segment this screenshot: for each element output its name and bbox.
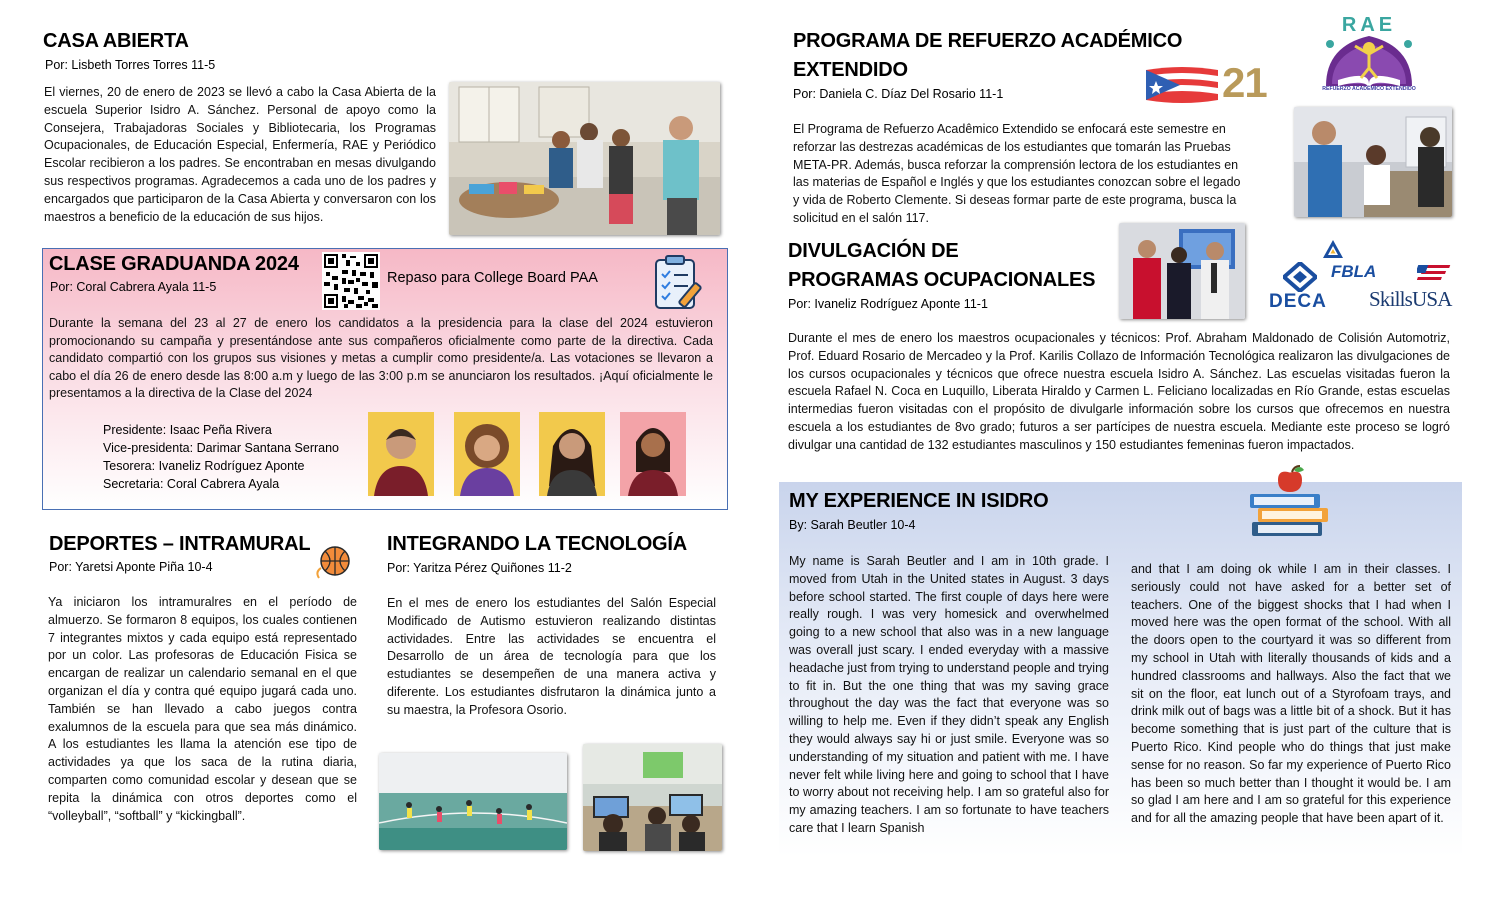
- computer-lab-photo: [583, 744, 722, 851]
- deportes-byline: Por: Yaretsi Aponte Piña 10-4: [49, 560, 213, 574]
- experience-byline: By: Sarah Beutler 10-4: [789, 518, 916, 532]
- casa-body: El viernes, 20 de enero de 2023 se llevó a cabo la Casa Abierta de la escuela Superior Isidro A. Sánchez. Personal de apoyo como la Consejera, Trabajadoras Sociales y Bibliotecaria, los Programas Ocupacionales, de Educación Especial, Enfermería, RAE y Periódico Escolar recibieron a los padres. Se encontraban en mesas divulgando sus respectivos programas. Agradecemos a cada uno de los padres y encargados que participaron de la Casa Abierta y conversaron con los maestros a beneficio de la educación de sus hijos.: [44, 85, 436, 224]
- qr-caption: Repaso para College Board PAA: [387, 270, 598, 286]
- clase-body: Durante la semana del 23 al 27 de enero los candidatos a la presidencia para la clase del 2024 estuvieron promocionando su campaña y presentándose ante sus compañeros oficialmente como parte de la directiva. Cada candidato compartió con los grupos sus visiones y metas a cumplir como presidente/a. Las votaciones se llevaron a cabo el día 26 de enero desde las 8:00 a.m y luego de las 3:00 p.m se anunciaron los resultados. ¡Aquí oficialmente le presentamos a la directiva de la Clase del 2024: [49, 316, 713, 400]
- divulgacion-body: Durante el mes de enero los maestros ocupacionales y técnicos: Prof. Abraham Maldonado de Colisión Automotriz, Prof. Eduard Rosario de Mercadeo y la Prof. Karilis Collazo de Información Tecnológica realizaron las divulgaciones de los cursos ocupacionales y técnicos que ofrece nuestra escuela Isidro A. Sánchez. Las escuelas visitadas fueron la escuela Rafael N. Coca en Luquillo, Liberata Hiraldo y Carmen L. Feliciano localizadas en Río Grande, estas escuelas intermedias fueron visitadas con el propósito de divulgarle información sobre los cursos que ofrecemos en nuestra escuela a los estudiantes de 8vo grado; futuros a ser partícipes de nuestra escuela. Mediante este proceso se logró divulgar una cantidad de 132 estudiantes masculinos y 150 estudiantes femeninas fueron impactados.: [788, 331, 1450, 452]
- skillsusa-logo: SkillsUSA: [1369, 287, 1452, 311]
- clase-byline: Por: Coral Cabrera Ayala 11-5: [50, 280, 217, 294]
- clase-title: CLASE GRADUANDA 2024: [49, 253, 299, 275]
- programa-title-line2: EXTENDIDO: [793, 59, 908, 81]
- programa-body: El Programa de Refuerzo Acadêmico Extendido se enfocará este semestre en reforzar las destrezas académicas de los estudiantes que tomarán las Pruebas META-PR. Además, busca reforzar la comprensión lectora de los estudiantes en las materias de Español e Inglés y que los estudiantes conozcan sobre el legado y vida de Roberto Clemente. Si deseas formar parte de este programa, busca la solicitud en el salón 117.: [793, 122, 1241, 225]
- tecnologia-byline: Por: Yaritza Pérez Quiñones 11-2: [387, 561, 572, 575]
- programa-photo: [1294, 107, 1452, 217]
- portrait-secretary: [620, 412, 686, 496]
- experience-column-2: and that I am doing ok while I am in their classes. I seriously could not have asked for a better set of teachers. One of the biggest shocks that I had when I moved here was the open format of the school. With all the doors open to the courtyard it was so different from my school in Utah with literally thousands of kids and a hundred classrooms and hallways. Also the fact that we sit on the floor, eat lunch out of a Styrofoam trays, and drink milk out of bags was a little bit of a shock. But it has become something that is just part of the culture that is Puerto Rico. Kind people who do things that just make sense for no reason. So far my experience of Puerto Rico has been so much better than I thought it would be. I am so glad I am here and I am so grateful for this experience and for all the amazing people that have been apart of it.: [1131, 562, 1451, 826]
- pr-flag-icon: [1144, 66, 1220, 109]
- portrait-president: [368, 412, 434, 496]
- fbla-logo: FBLA: [1331, 262, 1377, 281]
- rae-logo: [1318, 14, 1420, 96]
- divulgacion-byline: Por: Ivaneliz Rodríguez Aponte 11-1: [788, 297, 988, 311]
- court-photo: [379, 753, 567, 850]
- tecnologia-title: INTEGRANDO LA TECNOLOGÍA: [387, 533, 688, 555]
- casa-byline: Por: Lisbeth Torres Torres 11-5: [45, 58, 216, 72]
- officer-secretary: Secretaria: Coral Cabrera Ayala: [103, 477, 280, 491]
- badge-number: 21: [1222, 59, 1267, 106]
- portrait-vice-president: [454, 412, 520, 496]
- programa-title-line1: PROGRAMA DE REFUERZO ACADÉMICO: [793, 30, 1183, 52]
- rae-logo-caption: REFUERZO ACADÉMICO EXTENDIDO: [1322, 86, 1416, 92]
- officers-list: [103, 421, 339, 493]
- deca-logo: DECA: [1269, 291, 1327, 312]
- casa-title: CASA ABIERTA: [43, 30, 189, 52]
- officer-treasurer: Tesorera: Ivaneliz Rodríguez Aponte: [103, 459, 305, 473]
- rae-logo-text: RAE: [1341, 14, 1397, 36]
- checklist-icon: [652, 254, 706, 317]
- programa-byline: Por: Daniela C. Díaz Del Rosario 11-1: [793, 87, 1004, 101]
- qr-code[interactable]: [322, 252, 380, 310]
- portrait-treasurer: [539, 412, 605, 496]
- divulgacion-photo: [1119, 223, 1245, 319]
- experience-column-1: My name is Sarah Beutler and I am in 10th grade. I moved from Utah in the United states in August. 3 days before school started. The first couple of days here were really rough. I was very homesick and overwhelmed going to a new school that also was in a new language was overall just scary. I ended everyday with a massive headache just from trying to understand people and trying to fit in. But the one thing that was my saving grace throughout the day was the fact that everyone was so willing to help me. Even if they didn’t speak any English they would always say hi or just smile. Everyone was so understanding of my situation and patient with me. I have never felt while living here and going to school that I have to worry about not receiving help. I am so grateful also for my amazing teachers. I am so fortunate to have teachers care that I learn Spanish: [789, 554, 1109, 835]
- experience-title: MY EXPERIENCE IN ISIDRO: [789, 490, 1049, 512]
- divulgacion-title-line1: DIVULGACIÓN DE: [788, 240, 959, 262]
- tecnologia-body: En el mes de enero los estudiantes del Salón Especial Modificado de Autismo estuvieron realizando distintas actividades. Entre las actividades se encuentra el Desarrollo de un área de tecnología para que los estudiantes se desempeñen de una manera activa y diferente. Los estudiantes disfrutaron la dinámica junto a su maestra, la Profesora Osorio.: [387, 596, 716, 717]
- deportes-title: DEPORTES – INTRAMURAL: [49, 533, 311, 555]
- officer-vice-president: Vice-presidenta: Darimar Santana Serrano: [103, 441, 340, 455]
- fbla-triangle-icon: [1322, 239, 1344, 264]
- books-apple-icon: [1244, 464, 1336, 549]
- casa-photo: [449, 82, 720, 235]
- officer-president: Presidente: Isaac Peña Rivera: [103, 423, 272, 437]
- basketball-icon: [313, 544, 351, 587]
- deportes-body: Ya iniciaron los intramuralres en el período de almuerzo. Se formaron 8 equipos, los cuales contienen 7 integrantes mixtos y cada equipo está representado por un color. Las profesoras de Educación Fisica se encargan de realizar un calendario semanal en el que organizan el día y contra qué equipo jugará cada uno. También se han llevado a cabo juegos contra exalumnos de la escuela para que sea más dinámico. A los estudiantes les llama la atención ese tipo de actividades ya que los saca de la rutina diaria, comparten como comunidad escolar y desean que se repita la dinámica con otros deportes como el “volleyball”, “softball” y “kickingball”.: [48, 595, 357, 823]
- divulgacion-title-line2: PROGRAMAS OCUPACIONALES: [788, 269, 1096, 291]
